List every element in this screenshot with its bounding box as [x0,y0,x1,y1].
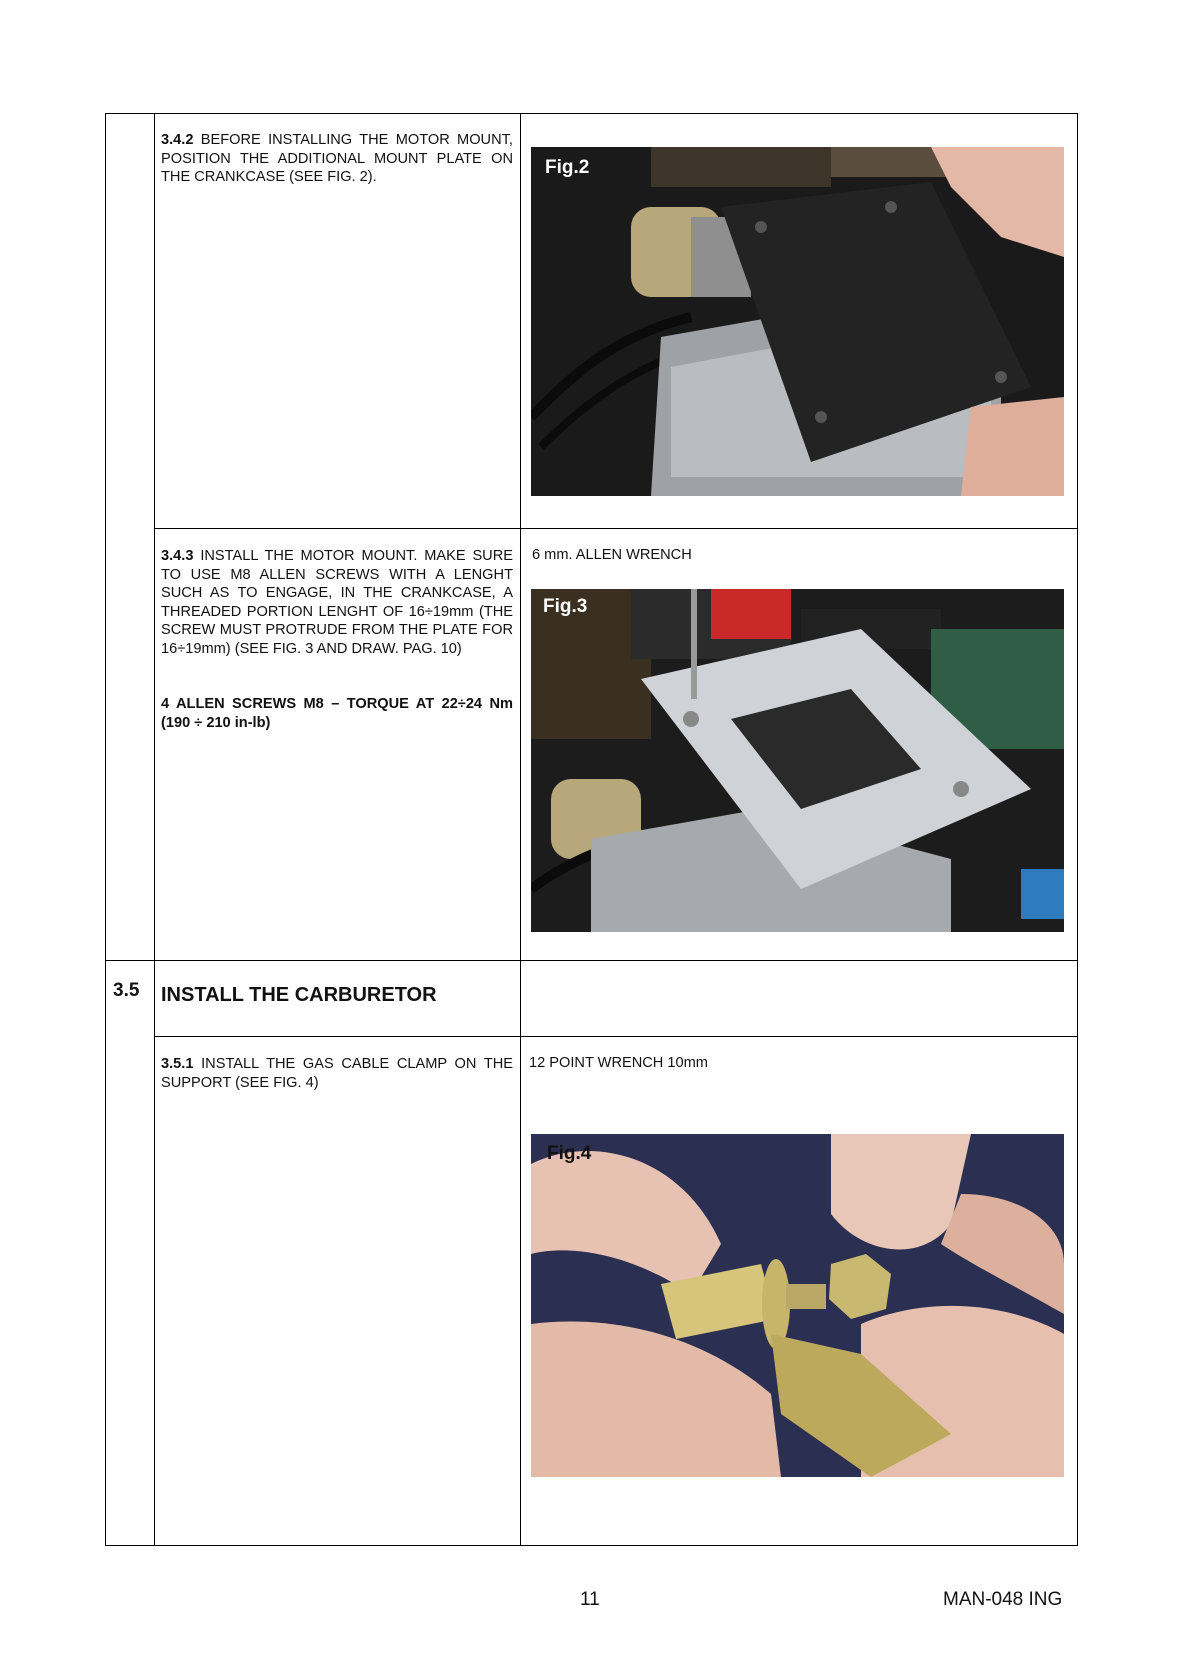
step-3-4-3-text [161,547,513,658]
motor-plate-photo-icon [531,147,1064,496]
table-row-divider-3 [154,1036,1078,1037]
table-border-right [1077,113,1078,1546]
step-description: INSTALL THE MOTOR MOUNT. MAKE SURE TO USE M8 ALLEN SCREWS WITH A LENGHT SUCH AS TO ENGAGE, IN THE CRANKCASE, A THREADED PORTION LENGHT OF 16÷19mm (THE SCREW MUST PROTRUDE FROM THE PLATE FOR 16÷19mm) (SEE FIG. 3 AND DRAW. PAG. 10) [161,548,513,657]
section-3-5-number: 3.5 [113,980,140,1001]
table-col-divider-2 [520,113,521,1546]
step-3-5-1-tool: 12 POINT WRENCH 10mm [529,1055,708,1071]
table-row-divider-1 [154,528,1078,529]
step-description: BEFORE INSTALLING THE MOTOR MOUNT, POSITION THE ADDITIONAL MOUNT PLATE ON THE CRANKCASE (SEE FIG. 2). [161,132,513,185]
document-code: MAN-048 ING [943,1589,1063,1610]
table-row-divider-2 [105,960,1078,961]
page-number: 11 [580,1589,600,1610]
fig4-label: Fig.4 [547,1143,592,1164]
fig3-label: Fig.3 [543,596,588,617]
table-border-top [105,113,1078,114]
table-border-left [105,113,106,1546]
table-col-divider-1 [154,113,155,1546]
fig3-photo [531,589,1064,932]
step-3-5-1-text [161,1055,513,1092]
fig2-photo [531,147,1064,496]
step-3-4-3-tool: 6 mm. ALLEN WRENCH [532,547,692,563]
step-number: 3.4.2 [161,132,194,148]
fig2-label: Fig.2 [545,157,590,178]
step-3-4-3-torque-note [161,695,513,732]
step-description: INSTALL THE GAS CABLE CLAMP ON THE SUPPORT (SEE FIG. 4) [161,1056,514,1091]
torque-note: 4 ALLEN SCREWS M8 – TORQUE AT 22÷24 Nm (190 ÷ 210 in-lb) [161,696,513,731]
step-number: 3.5.1 [161,1056,194,1072]
cable-clamp-photo-icon [531,1134,1064,1477]
step-number: 3.4.3 [161,548,194,564]
fig4-photo [531,1134,1064,1477]
section-3-5-title: INSTALL THE CARBURETOR [161,984,437,1006]
step-3-4-2-text [161,131,513,187]
table-border-bottom [105,1545,1078,1546]
motor-mount-photo-icon [531,589,1064,932]
